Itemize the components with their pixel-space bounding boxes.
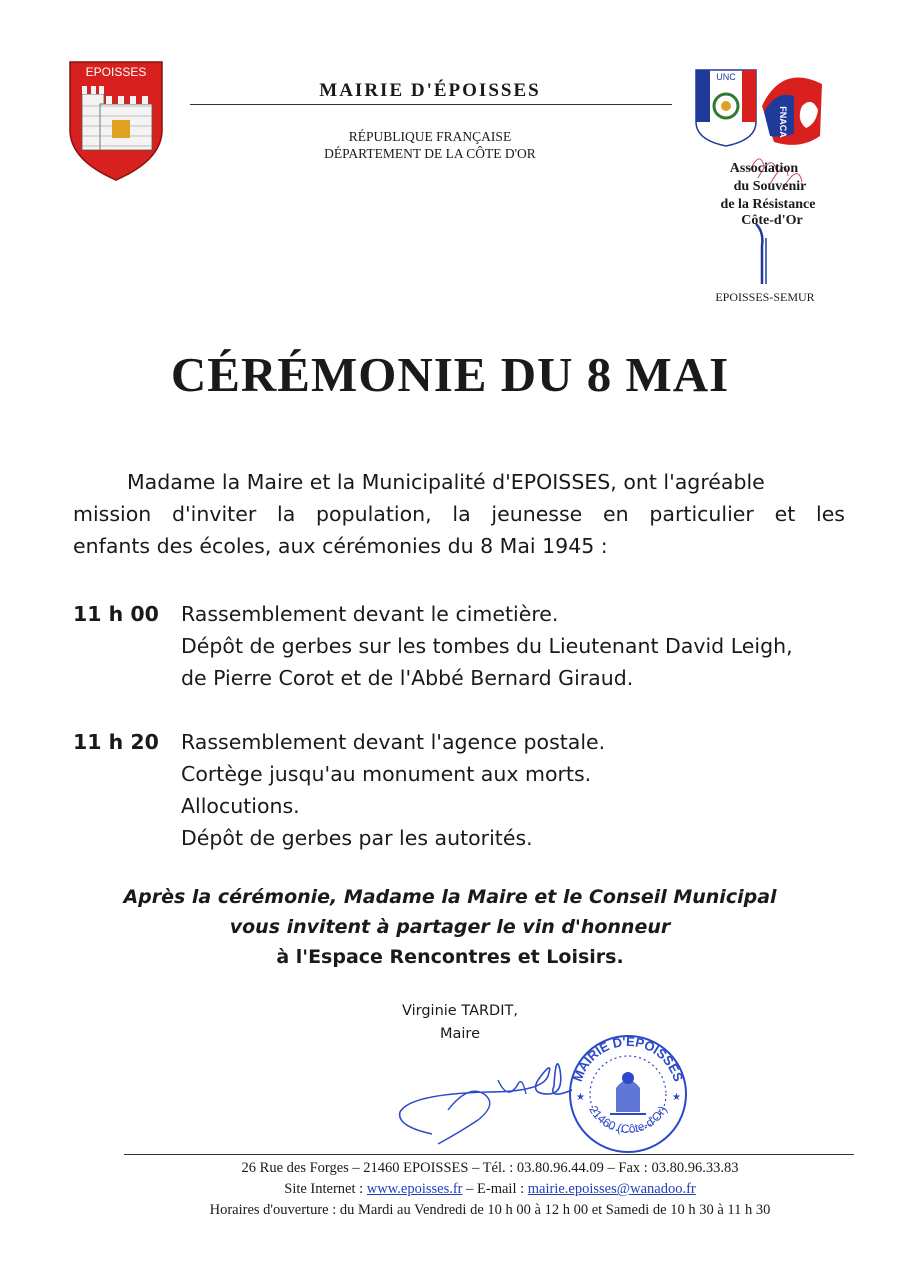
schedule-line: de Pierre Corot et de l'Abbé Bernard Giraud. (181, 666, 634, 690)
closing-line: à l'Espace Rencontres et Loisirs. (276, 946, 624, 968)
department-line: DÉPARTEMENT DE LA CÔTE D'OR (324, 146, 536, 161)
schedule-line: Rassemblement devant l'agence postale. (181, 730, 606, 754)
footer (100, 1158, 880, 1221)
intro-line: enfants des écoles, aux cérémonies du 8 Mai 1945 : (73, 534, 608, 558)
schedule-line: Allocutions. (181, 794, 300, 818)
association-caption: EPOISSES-SEMUR (715, 290, 815, 304)
unc-letters: UNC (716, 72, 736, 82)
intro-line: Madame la Maire et la Municipalité d'EPOISSES, ont l'agréable (127, 470, 765, 494)
closing-invitation (0, 882, 900, 972)
footer-contact-line (100, 1179, 880, 1200)
schedule-line: Rassemblement devant le cimetière. (181, 602, 559, 626)
republic-line: RÉPUBLIQUE FRANÇAISE (348, 129, 512, 144)
page-title: CÉRÉMONIE DU 8 MAI (170, 347, 730, 402)
mairie-stamp-icon (566, 1032, 690, 1156)
footer-address: 26 Rue des Forges – 21460 EPOISSES – Tél. : 03.80.96.44.09 – Fax : 03.80.96.33.83 (241, 1160, 739, 1176)
association-line4: Côte-d'Or (741, 213, 803, 228)
footer-divider (124, 1154, 854, 1155)
association-logo-icon (690, 66, 840, 296)
email-link[interactable]: mairie.epoisses@wanadoo.fr (527, 1181, 696, 1197)
signer-name: Virginie TARDIT, (402, 1003, 518, 1019)
email-label: – E-mail : (462, 1181, 528, 1197)
mairie-title: MAIRIE D'ÉPOISSES (319, 80, 541, 101)
association-line1: Association (729, 161, 799, 176)
stamp-bottom-text: 21460 (Côte-d'Or) (586, 1103, 670, 1137)
handwritten-signature-icon (388, 1040, 588, 1150)
footer-hours: Horaires d'ouverture : du Mardi au Vendredi de 10 h 00 à 12 h 00 et Samedi de 10 h 30 à 11 h 30 (209, 1202, 771, 1218)
header-divider (190, 104, 672, 105)
intro-line: mission d'inviter la population, la jeunesse en particulier et les (73, 502, 845, 526)
closing-line: Après la cérémonie, Madame la Maire et le Conseil Municipal (123, 886, 777, 908)
republic-block (190, 128, 670, 162)
schedule-line: Dépôt de gerbes par les autorités. (181, 826, 533, 850)
schedule-time: 11 h 20 (73, 730, 159, 754)
site-label: Site Internet : (284, 1181, 367, 1197)
epoisses-crest-icon (68, 60, 164, 182)
stamp-top-text: MAIRIE D'EPOISSES (569, 1033, 687, 1084)
closing-line: vous invitent à partager le vin d'honneur (229, 916, 671, 938)
website-link[interactable]: www.epoisses.fr (366, 1181, 463, 1197)
svg-text:★: ★ (672, 1092, 681, 1103)
association-line2: du Souvenir (733, 179, 807, 194)
schedule-line: Dépôt de gerbes sur les tombes du Lieutenant David Leigh, (181, 634, 793, 658)
svg-text:★: ★ (576, 1092, 585, 1103)
schedule-time: 11 h 00 (73, 602, 159, 626)
signer-role: Maire (440, 1026, 480, 1042)
fnaca-letters: FNACA (778, 106, 788, 138)
crest-label: EPOISSES (85, 65, 147, 79)
schedule-line: Cortège jusqu'au monument aux morts. (181, 762, 592, 786)
association-line3: de la Résistance (720, 197, 816, 212)
intro-paragraph (73, 466, 845, 562)
